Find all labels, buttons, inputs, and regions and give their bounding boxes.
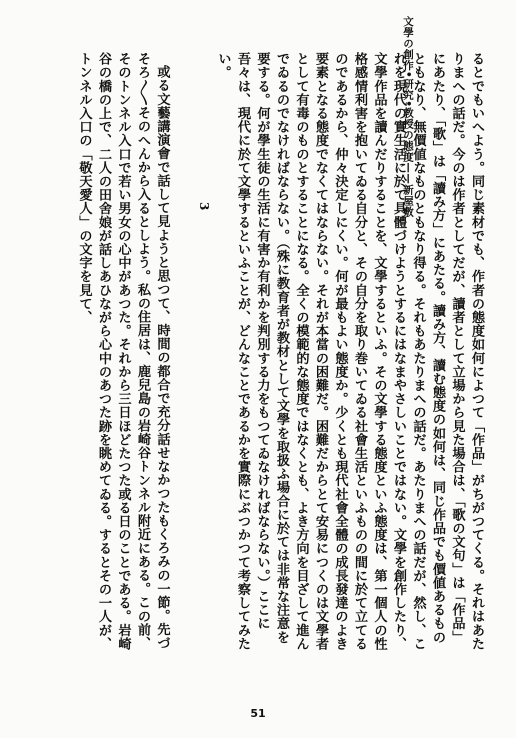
body-text [56, 52, 486, 652]
page-number: 51 [250, 707, 266, 720]
paragraph-2: 或る文藝講演會で話して見ようと思つて、時間の都合で充分話せなかつたもくろみの一節。先づそろ〳〵そのへんから入るとしよう。私の住居は、鹿兒島の岩崎谷トンネル附近にある。この前、そのトンネル入口で若い男女の心中があつた。それから三日ほどたつた或る日のことである。岩崎谷の橋の上で、二人の田舍娘が話しあひながら心中のあつた跡を眺めてゐる。するとその一人が、トンネル入口の「敬天愛人」の文字を見て、 [76, 52, 170, 651]
running-head: 文學の創作•研究•教授の態度——新屋敷 [402, 16, 414, 218]
section-number: 3 [197, 202, 211, 211]
paragraph-1: るとでもいへよう。同じ素材でも、作者の態度如何によつて「作品」がちがつてくる。それはあたりまへの話だ。今のは作者としてだが、讀者として立場から見た場合は、「歌の文句」は「作品」にあたり、「歌」は「讀み方」にあたる。讀み方、讀む態度の如何は、同じ作品でも價値あるものともなり、無價値なものともなり得る。それもあたりまへの話だ。あたりまへの話だが、然し、これを現代の實生活に於て具體づけようとするにはなまやさしいことではない。文學を創作したり、文學作品を讀んだりすることを、文學するといふ。その文學する態度といふ態度は、第一個人の性格感情利害を抱いてゐる自分と、その自分を取り巻いてゐる社會生活といふものの間に於て立てるのであるから、仲々決定しにくい。何が最もよい態度か。少くとも現代社會全體の成長發達のよき要素となる態度でなくてはならない。それが本當の困難だ。困難だからとて安易につくのは文學者として有毒のものとすることになる。全くの模範的な態度ではなくとも、よき方向を目ざして進んでゐるのでなければならない。（殊に教育者が教材として文學を取扱ふ場合に於ては非常な注意を要する。何が學生徒の生活に有害か有利かを判別する力をもつてゐなければならない。）ここに吾々は、現代に於て文學するといふことが、どんなことであるかを實際にぶつかつて考察してみたい。 [215, 52, 484, 651]
